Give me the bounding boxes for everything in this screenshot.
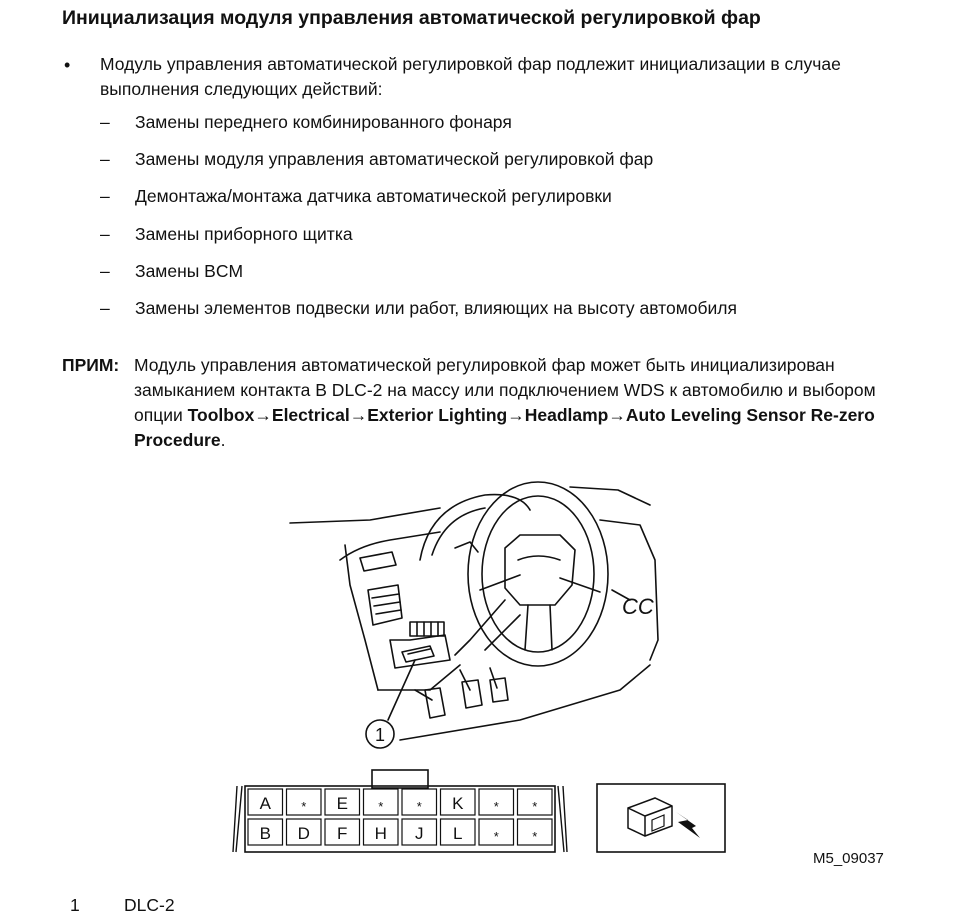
connector-pin-label: F — [337, 824, 348, 843]
note-label: ПРИМ: — [62, 355, 120, 375]
note-text: Модуль управления автоматической регулировкой фар может быть инициализирован замыканием контакта B DLC-2 на массу или подключением WDS к автомобилю и выбором опции Toolbox→Electrical→Exterior Lighting→Headlamp→Auto Leveling Sensor Re-zero Procedure. — [134, 355, 876, 450]
connector-icon-box — [597, 784, 725, 852]
connector-pin-label: A — [259, 794, 271, 813]
connector-pin-label: B — [259, 824, 271, 843]
dash-icon: – — [100, 297, 110, 318]
connector-pin-label: * — [493, 829, 499, 844]
connector-pin-label: K — [452, 794, 464, 813]
dash-icon: – — [100, 186, 110, 207]
dash-icon: – — [100, 112, 110, 132]
bullet-icon: • — [64, 55, 71, 75]
dash-icon: – — [100, 149, 110, 170]
dash-icon: – — [100, 260, 110, 281]
dash-icon: – — [100, 223, 110, 244]
list-item: – Замены элементов подвески или работ, влияющих на высоту автомобиля — [100, 298, 737, 335]
connector-pin-label: * — [493, 799, 499, 814]
connector-diagram — [233, 770, 567, 852]
list-item: – Замены приборного щитка — [100, 224, 737, 261]
figure-code: M5_09037 — [813, 850, 884, 867]
connector-pin-label: * — [378, 799, 384, 814]
connector-pin-label: * — [532, 829, 538, 844]
intro-text: Модуль управления автоматической регулировкой фар подлежит инициализации в случае выполнения следующих действий: — [100, 54, 841, 99]
connector-pin-label: E — [336, 794, 348, 813]
menu-path: Toolbox→Electrical→Exterior Lighting→Headlamp→Auto Leveling Sensor Re-zero Procedure — [134, 405, 875, 450]
connector-pin-label: * — [301, 799, 307, 814]
connector-pin-label: * — [532, 799, 538, 814]
callout-number: 1 — [374, 725, 386, 745]
list-item: – Замены BCM — [100, 261, 737, 298]
connector-pin-label: * — [416, 799, 422, 814]
legend-label: DLC-2 — [124, 895, 175, 915]
legend-number: 1 — [70, 895, 80, 915]
list-item: – Демонтажа/монтажа датчика автоматической регулировки — [100, 186, 737, 223]
connector-pin-label: H — [374, 824, 387, 843]
connector-pin-label: D — [297, 824, 310, 843]
connector-pin-label: L — [453, 824, 463, 843]
list-item: – Замены модуля управления автоматической регулировкой фар — [100, 149, 737, 186]
connector-pin-label: J — [415, 824, 424, 843]
list-item: – Замены переднего комбинированного фонаря — [100, 112, 737, 149]
dash-text: CC — [622, 594, 654, 619]
page-title: Инициализация модуля управления автоматической регулировкой фар — [62, 7, 761, 29]
